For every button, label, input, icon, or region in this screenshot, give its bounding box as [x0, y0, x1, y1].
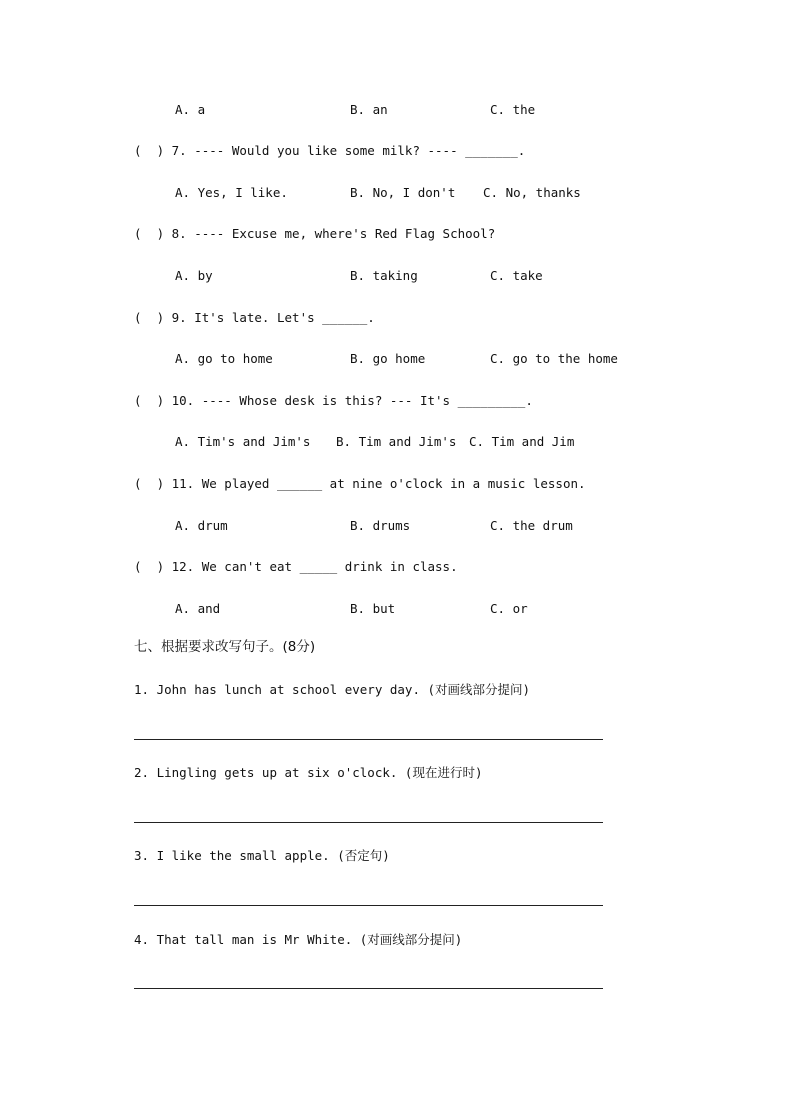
q11-option-b: B. drums — [350, 518, 411, 533]
q8-option-a: A. by — [175, 268, 213, 283]
answer-line-4 — [134, 988, 603, 989]
q12-option-c: C. or — [490, 601, 528, 616]
rewrite-item-1: 1. John has lunch at school every day. (对画线部分提问) — [134, 682, 531, 697]
q6-option-c: C. the — [490, 102, 536, 117]
rewrite-item-3: 3. I like the small apple. (否定句) — [134, 848, 390, 863]
q7-option-b: B. No, I don't — [350, 185, 456, 200]
q7-option-a: A. Yes, I like. — [175, 185, 288, 200]
q9-option-a: A. go to home — [175, 351, 273, 366]
q10-option-c: C. Tim and Jim — [469, 434, 575, 449]
q8-option-c: C. take — [490, 268, 543, 283]
question-7-stem: ( ) 7. ---- Would you like some milk? ---- _______. — [134, 143, 526, 158]
question-11-stem: ( ) 11. We played ______ at nine o'clock in a music lesson. — [134, 476, 586, 491]
q11-option-a: A. drum — [175, 518, 228, 533]
question-12-stem: ( ) 12. We can't eat _____ drink in class. — [134, 559, 458, 574]
question-9-stem: ( ) 9. It's late. Let's ______. — [134, 310, 375, 325]
answer-line-2 — [134, 822, 603, 823]
q8-option-b: B. taking — [350, 268, 418, 283]
rewrite-item-2: 2. Lingling gets up at six o'clock. (现在进行时) — [134, 765, 483, 780]
q7-option-c: C. No, thanks — [483, 185, 581, 200]
q10-option-b: B. Tim and Jim's — [336, 434, 457, 449]
q12-option-b: B. but — [350, 601, 396, 616]
q11-option-c: C. the drum — [490, 518, 573, 533]
q6-option-b: B. an — [350, 102, 388, 117]
question-10-stem: ( ) 10. ---- Whose desk is this? --- It's _________. — [134, 393, 533, 408]
q6-option-a: A. a — [175, 102, 206, 117]
answer-line-3 — [134, 905, 603, 906]
q9-option-c: C. go to the home — [490, 351, 618, 366]
answer-line-1 — [134, 739, 603, 740]
question-8-stem: ( ) 8. ---- Excuse me, where's Red Flag School? — [134, 226, 496, 241]
rewrite-item-4: 4. That tall man is Mr White. (对画线部分提问) — [134, 932, 463, 947]
q10-option-a: A. Tim's and Jim's — [175, 434, 311, 449]
section-7-title: 七、根据要求改写句子。(8分) — [134, 639, 316, 655]
q12-option-a: A. and — [175, 601, 221, 616]
q9-option-b: B. go home — [350, 351, 426, 366]
